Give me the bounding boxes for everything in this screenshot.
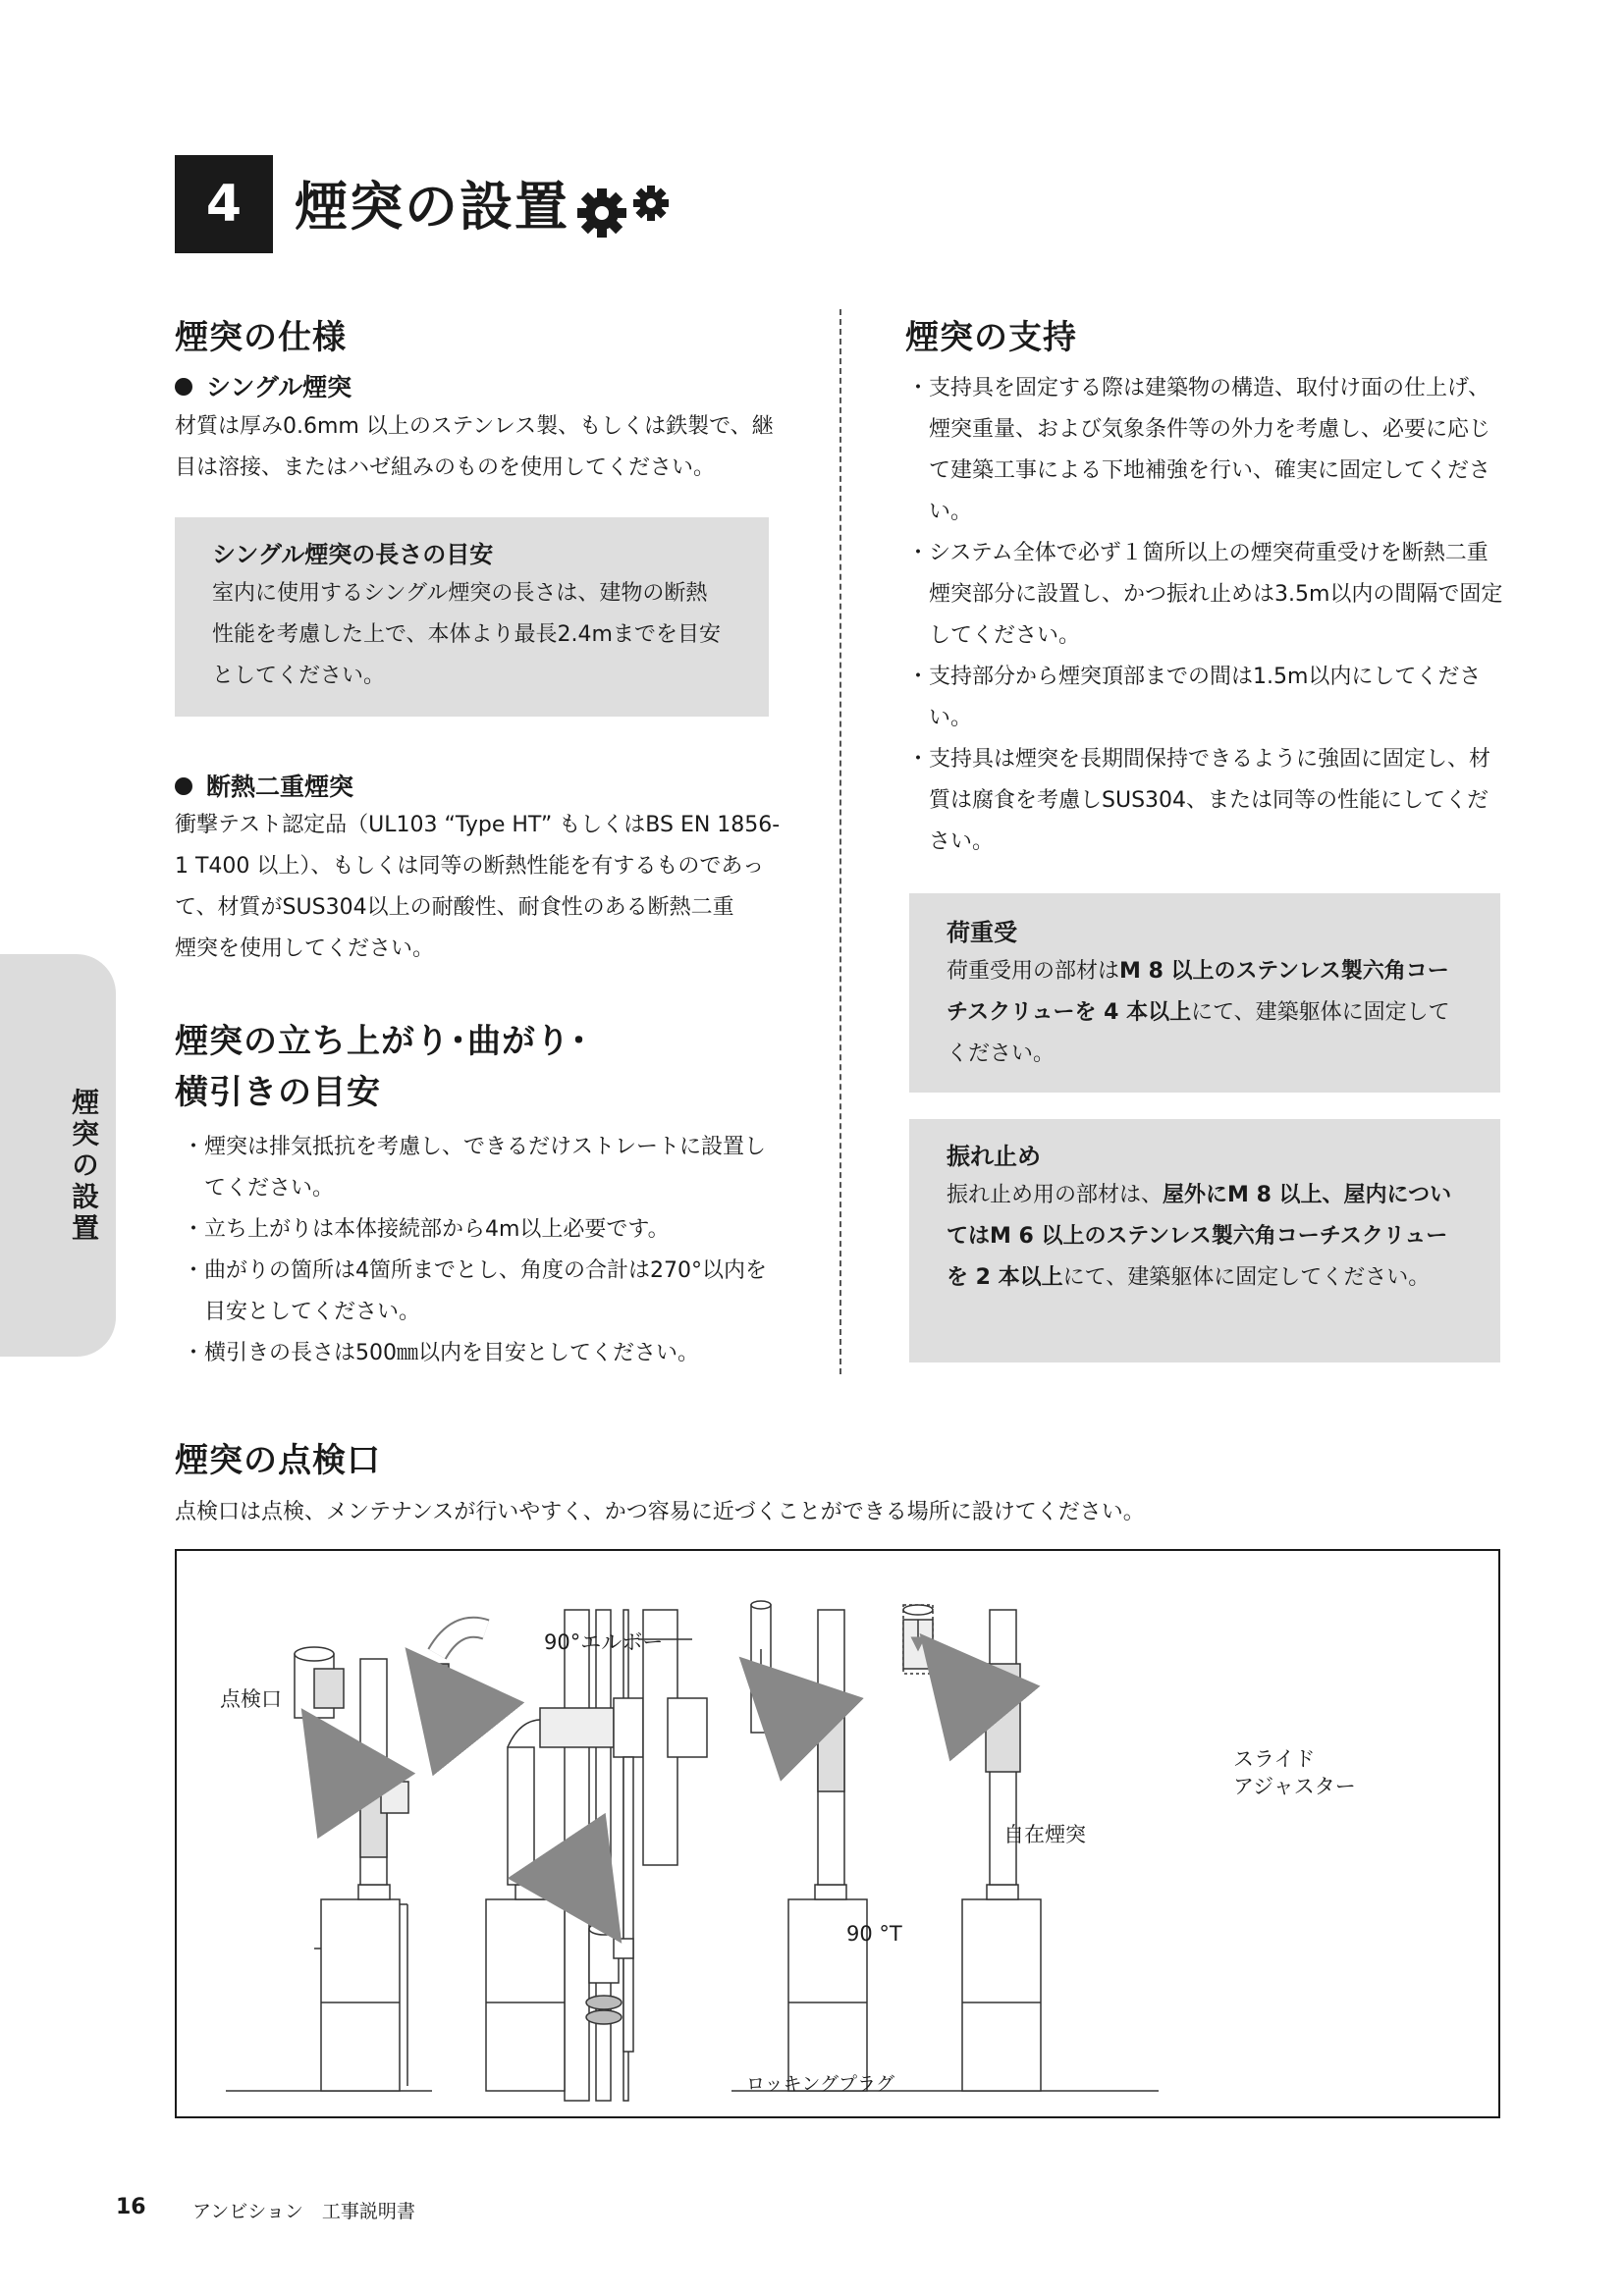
list-item: ・ 支持具を固定する際は建築物の構造、取付け面の仕上げ、煙突重量、および気象条件等の外力を考慮し、必要に応じて建築工事による下地補強を行い、確実に固定してください。 xyxy=(899,368,1508,533)
list-item: ・ 支持部分から煙突頂部までの間は1.5m以内にしてください。 xyxy=(899,657,1508,739)
single-chimney-text: 材質は厚み0.6mm 以上のステンレス製、もしくは鉄製で、継 目は溶接、またはハゼ組みのものを使用してください。 xyxy=(175,414,774,480)
list-item: ・ 横引きの長さは500㎜以内を目安としてください。 xyxy=(175,1333,774,1374)
load-support-box xyxy=(909,893,1500,1093)
footer-doc-title: アンビション 工事説明書 xyxy=(192,2201,415,2222)
single-length-text: 室内に使用するシングル煙突の長さは、建物の断熱 性能を考慮した上で、本体より最長2.4mまでを目安 としてください。 xyxy=(212,581,721,688)
inspection-text: 点検口は点検、メンテナンスが行いやすく、かつ容易に近づくことができる場所に設けてください。 xyxy=(175,1500,1145,1524)
list-item: ・ 支持具は煙突を長期間保持できるように強固に固定し、材質は腐食を考慮しSUS304、または同等の性能にしてください。 xyxy=(899,739,1508,863)
support-list xyxy=(899,368,1508,863)
list-item: ・ システム全体で必ず１箇所以上の煙突荷重受けを断熱二重煙突部分に設置し、かつ振れ止めは3.5m以内の間隔で固定してください。 xyxy=(899,533,1508,657)
label-elbow: 90°エルボー xyxy=(544,1630,664,1654)
label-free-chimney: 自在煙突 xyxy=(1003,1823,1086,1846)
double-chimney-label: 断熱二重煙突 xyxy=(175,768,353,803)
label-tee: 90 °T xyxy=(846,1922,902,1946)
column-divider xyxy=(839,309,841,1374)
load-support-text: 荷重受用の部材はM 8 以上のステンレス製六角コーチスクリューを 4 本以上にて、建築躯体に固定してください。 xyxy=(947,959,1450,1066)
inspection-heading: 煙突の点検口 xyxy=(175,1441,381,1480)
bullet-dot xyxy=(175,777,192,795)
page-number: 16 xyxy=(116,2195,146,2219)
single-length-title: シングル煙突の長さの目安 xyxy=(212,541,494,568)
rise-heading: 煙突の立ち上がり･曲がり･ 横引きの目安 xyxy=(175,1022,588,1112)
inspection-diagram xyxy=(175,1549,1500,2118)
load-support-title: 荷重受 xyxy=(947,919,1017,946)
list-item: ・ 曲がりの箇所は4箇所までとし、角度の合計は270°以内を目安としてください。 xyxy=(175,1251,774,1333)
gear-icon xyxy=(574,182,682,240)
section-number: 4 xyxy=(175,155,273,253)
sway-brace-box xyxy=(909,1119,1500,1362)
single-length-box xyxy=(175,517,769,717)
side-tab-label: 煙突の設置 xyxy=(68,1088,100,1245)
label-inspection-port: 点検口 xyxy=(220,1687,282,1711)
spec-heading: 煙突の仕様 xyxy=(175,318,347,357)
section-title: 煙突の設置 xyxy=(295,176,569,238)
sway-brace-title: 振れ止め xyxy=(947,1143,1041,1170)
support-heading: 煙突の支持 xyxy=(905,318,1077,357)
single-chimney-label: シングル煙突 xyxy=(175,368,352,403)
list-item: ・ 煙突は排気抵抗を考慮し、できるだけストレートに設置してください。 xyxy=(175,1127,774,1209)
rise-list xyxy=(175,1127,774,1374)
diagram-illustration xyxy=(177,1551,1497,2115)
double-chimney-text: 衝撃テスト認定品（UL103 “Type HT” もしくはBS EN 1856- 1 T400 以上）、もしくは同等の断熱性能を有するものであっ て、材質がSUS304以上の耐酸性、耐食性のある断熱二重 煙突を使用してください。 xyxy=(175,813,781,961)
label-locking-plug: ロッキングプラグ xyxy=(746,2073,895,2095)
list-item: ・ 立ち上がりは本体接続部から4m以上必要です。 xyxy=(175,1209,774,1251)
label-slide-adjuster: スライド アジャスター xyxy=(1233,1747,1356,1798)
bullet-dot xyxy=(175,378,192,396)
sway-brace-text: 振れ止め用の部材は、屋外にM 8 以上、屋内についてはM 6 以上のステンレス製六角コーチスクリューを 2 本以上にて、建築躯体に固定してください。 xyxy=(947,1183,1452,1290)
